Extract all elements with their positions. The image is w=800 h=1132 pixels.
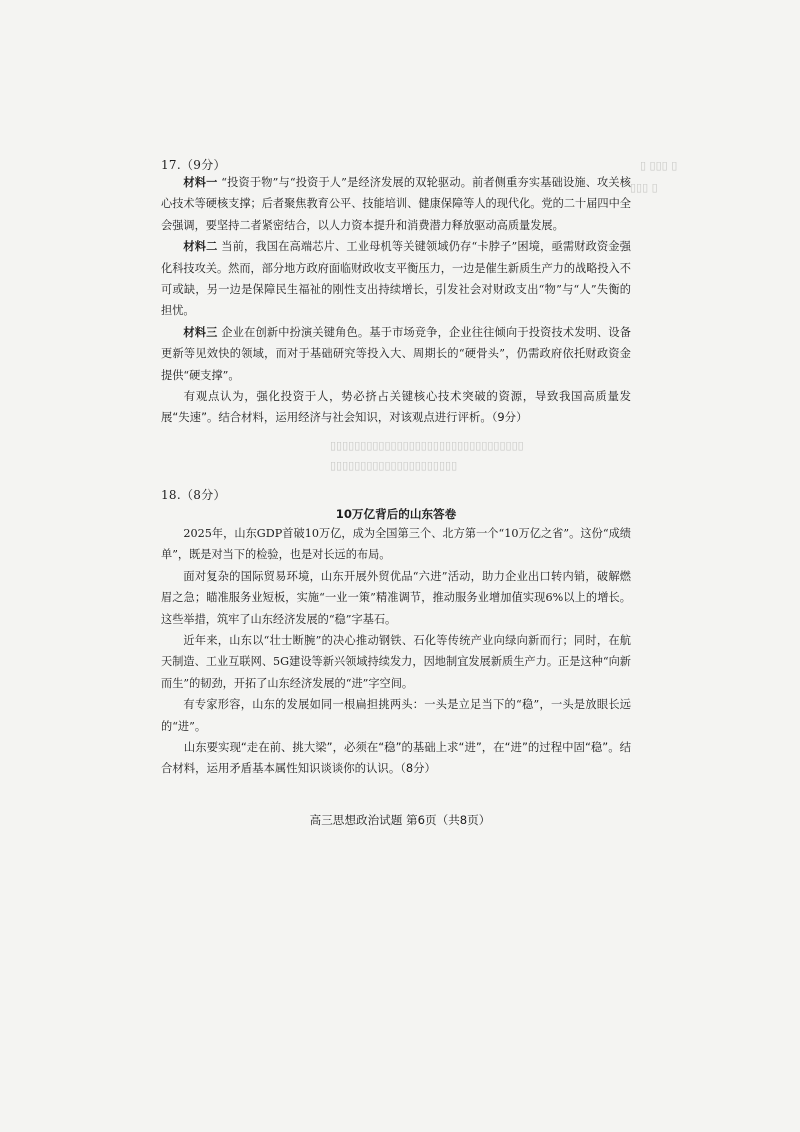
material-1-text: “投资于物”与“投资于人”是经济发展的双轮驱动。前者侧重夯实基础设施、攻关核心技术等硬核支撑；后者聚焦教育公平、技能培训、健康保障等人的现代化。党的二十届四中全会强调，要坚持二者紧密结合，以人力资本提升和消费潜力释放驱动高质量发展。 [161,176,631,232]
article-paragraph: 近年来，山东以“壮士断腕”的决心推动钢铁、石化等传统产业向绿向新而行；同时，在航天制造、工业互联网、5G建设等新兴领域持续发力，因地制宜发展新质生产力。正是这种“向新而生”的韧劲，开拓了山东经济发展的“进”字空间。 [161,634,631,690]
article-paragraph: 有专家形容，山东的发展如同一根扁担挑两头：一头是立足当下的“稳”，一头是放眼长远的“进”。 [161,698,631,733]
material-1-label: 材料一 [183,175,218,189]
question-17-prompt: 有观点认为，强化投资于人，势必挤占关键核心技术突破的资源，导致我国高质量发展“失速”。结合材料，运用经济与社会知识，对该观点进行评析。（9分） [161,389,631,425]
bleed-through-mark: ▯ ▯▯▯ ▯ [640,159,678,172]
material-3-text: 企业在创新中扮演关键角色。基于市场竞争，企业往往倾向于投资技术发明、设备更新等见效快的领域，而对于基础研究等投入大、周期长的“硬骨头”，仍需政府依托财政资金提供“硬支撑”。 [161,325,631,382]
article-paragraph: 2025年，山东GDP首破10万亿，成为全国第三个、北方第一个“10万亿之省”。这份“成绩单”，既是对当下的检验，也是对长远的布局。 [161,527,631,562]
question-17-materials [161,172,631,429]
bleed-through-mark: ▯▯▯▯▯▯▯▯▯▯▯▯▯▯▯▯▯▯▯▯▯ [330,459,458,472]
material-3 [161,322,631,386]
question-17-number: 17.（9分） [161,158,226,172]
page-footer: 高三思想政治试题 第6页（共8页） [309,813,491,827]
article-paragraph: 面对复杂的国际贸易环境，山东开展外贸优品“六进”活动，助力企业出口转内销，破解燃眉之急；瞄准服务业短板，实施“一业一策”精准调节，推动服务业增加值实现6%以上的增长。这些举措，筑牢了山东经济发展的“稳”字基石。 [161,569,631,626]
bleed-through-mark: ▯▯▯ ▯ [630,181,658,194]
material-2-label: 材料二 [183,239,218,254]
material-3-label: 材料三 [183,324,218,339]
article-title: 10万亿背后的山东答卷 [335,507,457,521]
bleed-through-mark: ▯▯▯▯▯▯▯▯▯▯▯▯▯▯▯▯▯▯▯▯▯▯▯▯▯▯▯▯▯▯▯▯ [330,439,524,452]
material-1 [161,172,631,236]
question-18-article [161,523,631,780]
question-18-number: 18.（8分） [161,488,226,502]
material-2-text: 当前，我国在高端芯片、工业母机等关键领域仍存“卡脖子”困境，亟需财政资金强化科技攻关。然而，部分地方政府面临财政收支平衡压力，一边是催生新质生产力的战略投入不可或缺，另一边是保障民生福祉的刚性支出持续增长，引发社会对财政支出“物”与“人”失衡的担忧。 [161,240,631,318]
material-2 [161,236,631,322]
question-18-prompt: 山东要实现“走在前、挑大梁”，必须在“稳”的基础上求“进”，在“进”的过程中固“稳”。结合材料，运用矛盾基本属性知识谈谈你的认识。（8分） [161,740,631,776]
